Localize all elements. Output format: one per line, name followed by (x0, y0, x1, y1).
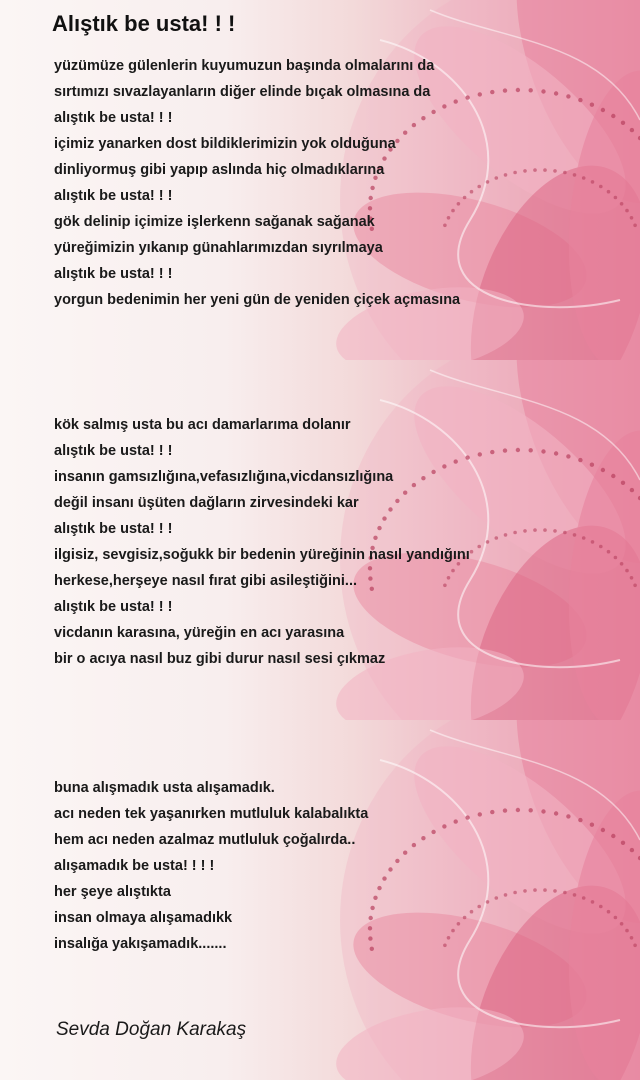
stanza-3 (54, 775, 368, 957)
poem-line: yorgun bedenimin her yeni gün de yeniden çiçek açmasına (54, 292, 461, 308)
poem-line: değil insanı üşüten dağların zirvesindeki kar (54, 495, 359, 511)
poem-line: buna alışmadık usta alışamadık. (54, 780, 275, 796)
poem-line: bir o acıya nasıl buz gibi durur nasıl sesi çıkmaz (54, 651, 386, 667)
poem-line: dinliyormuş gibi yapıp aslında hiç olmadıklarına (54, 162, 385, 178)
poem-line: her şeye alıştıkta (54, 884, 171, 900)
poem-line: insanın gamsızlığına,vefasızlığına,vicdansızlığına (54, 469, 394, 485)
poem-line: alıştık be usta! ! ! (54, 110, 173, 126)
poem-line: yüzümüze gülenlerin kuyumuzun başında olmalarını da (54, 58, 435, 74)
poem-line: acı neden tek yaşanırken mutluluk kalabalıkta (54, 806, 369, 822)
poem-title: Alıştık be usta! ! ! (52, 11, 236, 36)
poem-line: alıştık be usta! ! ! (54, 521, 173, 537)
poem-line: sırtımızı sıvazlayanların diğer elinde bıçak olmasına da (54, 84, 431, 100)
poem-line: alıştık be usta! ! ! (54, 443, 173, 459)
poem-line: ilgisiz, sevgisiz,soğukk bir bedenin yüreğinin nasıl yandığını (54, 547, 470, 563)
poem-line: herkese,herşeye nasıl fırat gibi asileştiğini... (54, 573, 358, 589)
poem-line: alıştık be usta! ! ! (54, 599, 173, 615)
poem-line: alışamadık be usta! ! ! ! (54, 858, 215, 874)
poem-author: Sevda Doğan Karakaş (56, 1019, 247, 1040)
poem-line: gök delinip içimize işlerkenn sağanak sağanak (54, 214, 375, 230)
poem-line: kök salmış usta bu acı damarlarıma dolanır (54, 417, 351, 433)
poem-line: hem acı neden azalmaz mutluluk çoğalırda.. (54, 832, 356, 848)
stanza-2 (54, 412, 470, 672)
poem-line: içimiz yanarken dost bildiklerimizin yok olduğuna (54, 136, 396, 152)
poem-line: yüreğimizin yıkanıp günahlarımızdan sıyrılmaya (54, 240, 383, 256)
stanza-1 (54, 53, 460, 313)
poem-line: alıştık be usta! ! ! (54, 188, 173, 204)
poem-line: vicdanın karasına, yüreğin en acı yarasına (54, 625, 345, 641)
poem-line: alıştık be usta! ! ! (54, 266, 173, 282)
poem-line: insan olmaya alışamadıkk (54, 910, 233, 926)
poem-line: insalığa yakışamadık....... (54, 936, 227, 952)
